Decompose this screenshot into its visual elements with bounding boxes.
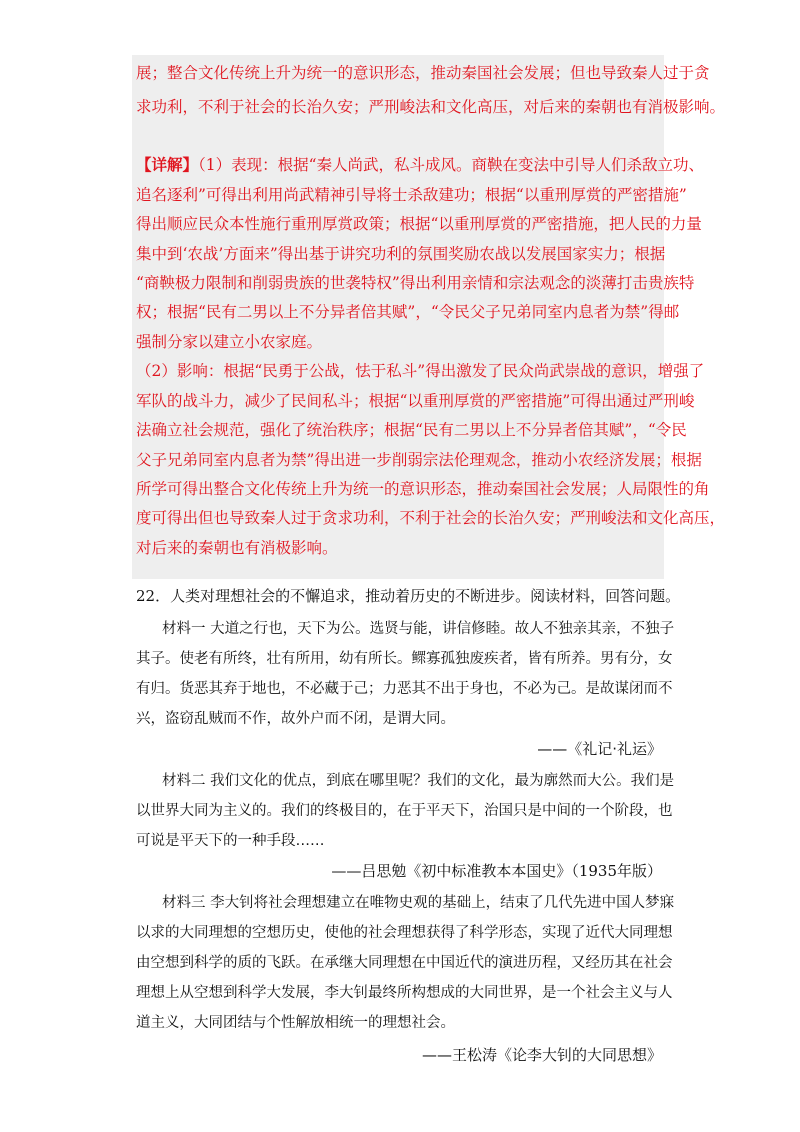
material3-line: 由空想到科学的质的飞跃。在承继大同理想在中国近代的演进历程，又经历其在社会 [136,955,673,971]
answer-line: 求功利，不利于社会的长治久安；严刑峻法和文化高压，对后来的秦朝也有消极影响。 [136,98,726,116]
material2-line: 可说是平天下的一种手段…… [136,833,325,849]
detail-line: 父子兄弟同室内息者为禁”得出进一步削弱宗法伦理观念，推动小农经济发展；根据 [136,451,702,469]
detail-line: 得出顺应民众本性施行重刑厚赏政策；根据“以重刑厚赏的严密措施，把人民的力量 [136,215,702,233]
material3-source: ——王松涛《论李大钊的大同思想》 [421,1046,662,1064]
material1-source: ——《礼记·礼运》 [537,740,662,758]
detail-tag: 【详解】 [136,155,199,174]
material1-line: 有归。货恶其弃于地也，不必藏于己；力恶其不出于身也，不必为己。是故谋闭而不 [136,681,673,697]
material3-line: 道主义，大同团结与个性解放相统一的理想社会。 [136,1015,455,1031]
detail-line: 法确立社会规范，强化了统治秩序；根据“民有二男以上不分异者倍其赋”，“令民 [136,421,687,439]
detail-line: 强制分家以建立小农家庭。 [136,333,323,351]
material3-line: 以求的大同理想的空想历史，使他的社会理想获得了科学形态，实现了近代大同理想 [136,925,673,941]
detail-line: “商鞅极力限制和削弱贵族的世袭特权”得出利用亲情和宗法观念的淡薄打击贵族特 [136,274,695,292]
detail-line: 所学可得出整合文化传统上升为统一的意识形态，推动秦国社会发展；人局限性的角 [136,480,710,498]
detail-line: 度可得出但也导致秦人过于贪求功利，不利于社会的长治久安；严刑峻法和文化高压， [136,509,726,527]
detail-line: 权；根据“民有二男以上不分异者倍其赋”，“令民父子兄弟同室内息者为禁”得邮 [136,303,680,321]
material3-line: 理想上从空想到科学大发展，李大钊最终所构想成的大同世界，是一个社会主义与人 [136,985,673,1001]
material2-line: 以世界大同为主义的。我们的终极目的，在于平天下，治国只是中间的一个阶段，也 [136,803,673,819]
detail-line: 对后来的秦朝也有消极影响。 [136,539,338,557]
detail-line: （2）影响：根据“民勇于公战，怯于私斗”得出激发了民众尚武崇战的意识，增强了 [136,362,705,380]
detail-line: 追名逐利”可得出利用尚武精神引导将士杀敌建功；根据“以重刑厚赏的严密措施” [136,186,687,204]
material1-line: 材料一 大道之行也，天下为公。选贤与能，讲信修睦。故人不独亲其亲，不独子 [162,621,675,637]
material1-line: 其子。使老有所终，壮有所用，幼有所长。鳏寡孤独废疾者，皆有所养。男有分，女 [136,651,673,667]
material2-line: 材料二 我们文化的优点，到底在哪里呢？我们的文化，最为廓然而大公。我们是 [162,773,675,789]
detail-line: 集中到‘农战’方面来”得出基于讲究功利的氛围奖励农战以发展国家实力；根据 [136,245,666,263]
material1-line: 兴，盗窃乱贼而不作，故外户而不闭，是谓大同。 [136,711,455,727]
material2-source: ——吕思勉《初中标准教本本国史》（1935年版） [331,862,662,880]
answer-line: 展；整合文化传统上升为统一的意识形态，推动秦国社会发展；但也导致秦人过于贪 [136,64,710,82]
detail-line: 军队的战斗力，减少了民间私斗；根据“以重刑厚赏的严密措施”可得出通过严刑峻 [136,392,695,410]
material3-line: 材料三 李大钊将社会理想建立在唯物史观的基础上，结束了几代先进中国人梦寐 [162,895,675,911]
question-22: 22．人类对理想社会的不懈追求，推动着历史的不断进步。阅读材料，回答问题。 [136,587,681,605]
detail-line: 【详解】（1）表现：根据“秦人尚武，私斗成风。商鞅在变法中引导人们杀敌立功、 [136,155,705,174]
